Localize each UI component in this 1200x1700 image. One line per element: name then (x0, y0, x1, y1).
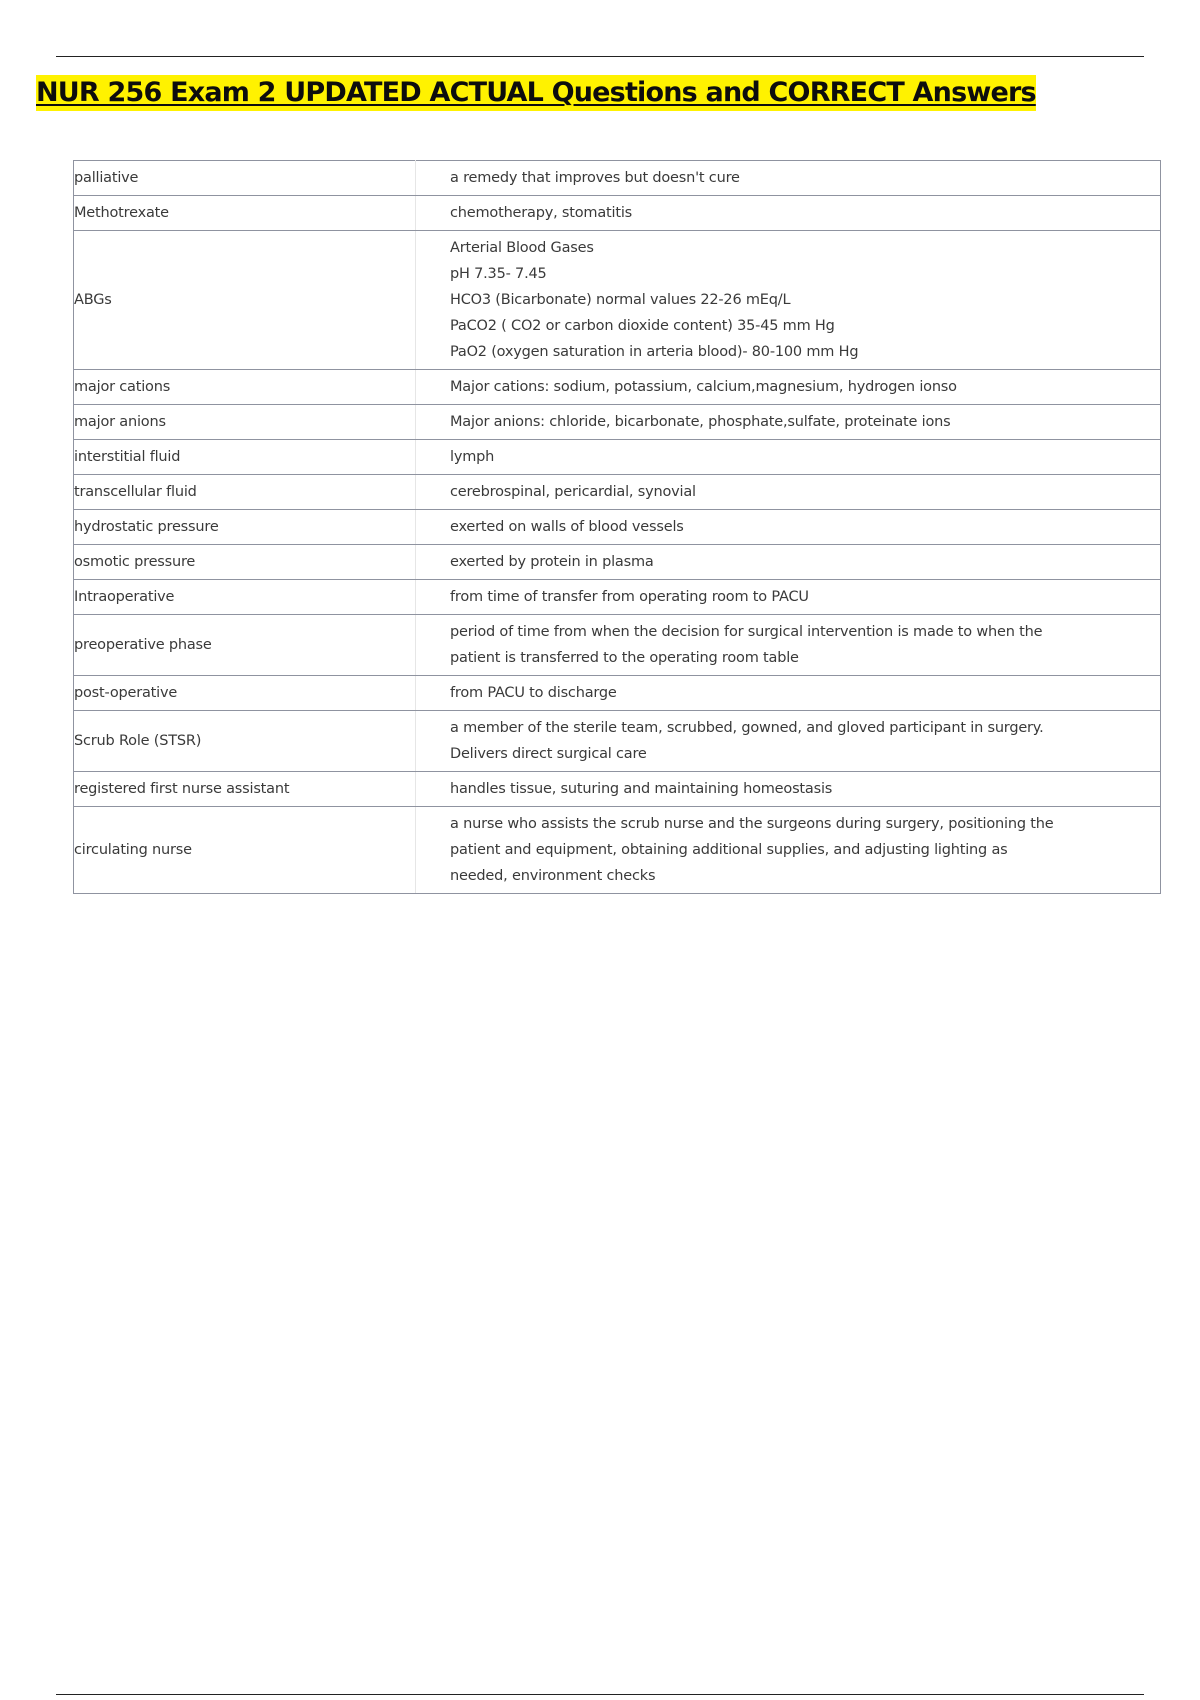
definition-line: patient is transferred to the operating room table (450, 650, 799, 666)
definition-cell (416, 510, 1161, 545)
term-cell: transcellular fluid (74, 475, 416, 510)
definition-cell (416, 196, 1161, 231)
term-cell: major cations (74, 370, 416, 405)
definition-line: PaO2 (oxygen saturation in arteria blood)- 80-100 mm Hg (450, 344, 859, 360)
definition-cell (416, 475, 1161, 510)
definition-line: Arterial Blood Gases (450, 240, 594, 256)
table-row (74, 711, 1161, 772)
document-title: NUR 256 Exam 2 UPDATED ACTUAL Questions and CORRECT Answers (36, 75, 1036, 111)
term-cell: palliative (74, 161, 416, 196)
footer-rule (56, 1694, 1144, 1695)
table-row (74, 510, 1161, 545)
definition-line: lymph (450, 449, 495, 465)
definition-cell (416, 370, 1161, 405)
definition-line: from time of transfer from operating room to PACU (450, 589, 809, 605)
term-cell: Scrub Role (STSR) (74, 711, 416, 772)
definition-cell (416, 676, 1161, 711)
term-cell: major anions (74, 405, 416, 440)
definition-line: patient and equipment, obtaining additional supplies, and adjusting lighting as (450, 842, 1008, 858)
definition-line: pH 7.35- 7.45 (450, 266, 547, 282)
table-row (74, 475, 1161, 510)
definition-line: Major cations: sodium, potassium, calcium,magnesium, hydrogen ionso (450, 379, 957, 395)
definition-cell (416, 711, 1161, 772)
term-cell: osmotic pressure (74, 545, 416, 580)
definition-line: a nurse who assists the scrub nurse and the surgeons during surgery, positioning the (450, 816, 1054, 832)
definition-line: a member of the sterile team, scrubbed, gowned, and gloved participant in surgery. (450, 720, 1044, 736)
definition-cell (416, 231, 1161, 370)
qa-table (73, 160, 1161, 894)
definition-cell (416, 615, 1161, 676)
table-row (74, 231, 1161, 370)
definition-cell (416, 807, 1161, 894)
table-row (74, 580, 1161, 615)
term-cell: circulating nurse (74, 807, 416, 894)
definition-line: period of time from when the decision for surgical intervention is made to when the (450, 624, 1043, 640)
table-row (74, 196, 1161, 231)
table-row (74, 440, 1161, 475)
term-cell: post-operative (74, 676, 416, 711)
title-block (36, 73, 1156, 113)
qa-table-body (74, 161, 1161, 894)
table-row (74, 161, 1161, 196)
header-rule (56, 56, 1144, 57)
definition-line: needed, environment checks (450, 868, 656, 884)
definition-cell (416, 440, 1161, 475)
table-row (74, 676, 1161, 711)
term-cell: registered first nurse assistant (74, 772, 416, 807)
term-cell: Intraoperative (74, 580, 416, 615)
definition-cell (416, 405, 1161, 440)
definition-cell (416, 580, 1161, 615)
table-row (74, 370, 1161, 405)
table-row (74, 405, 1161, 440)
definition-cell (416, 772, 1161, 807)
definition-line: exerted on walls of blood vessels (450, 519, 684, 535)
table-row (74, 545, 1161, 580)
term-cell: hydrostatic pressure (74, 510, 416, 545)
definition-cell (416, 545, 1161, 580)
definition-line: chemotherapy, stomatitis (450, 205, 633, 221)
definition-line: Delivers direct surgical care (450, 746, 647, 762)
definition-line: PaCO2 ( CO2 or carbon dioxide content) 35-45 mm Hg (450, 318, 835, 334)
definition-line: exerted by protein in plasma (450, 554, 654, 570)
definition-cell (416, 161, 1161, 196)
table-row (74, 807, 1161, 894)
term-cell: preoperative phase (74, 615, 416, 676)
term-cell: ABGs (74, 231, 416, 370)
definition-line: a remedy that improves but doesn't cure (450, 170, 740, 186)
table-row (74, 615, 1161, 676)
term-cell: Methotrexate (74, 196, 416, 231)
definition-line: from PACU to discharge (450, 685, 617, 701)
definition-line: cerebrospinal, pericardial, synovial (450, 484, 696, 500)
table-row (74, 772, 1161, 807)
definition-line: Major anions: chloride, bicarbonate, phosphate,sulfate, proteinate ions (450, 414, 951, 430)
definition-line: handles tissue, suturing and maintaining homeostasis (450, 781, 833, 797)
term-cell: interstitial fluid (74, 440, 416, 475)
definition-line: HCO3 (Bicarbonate) normal values 22-26 mEq/L (450, 292, 791, 308)
